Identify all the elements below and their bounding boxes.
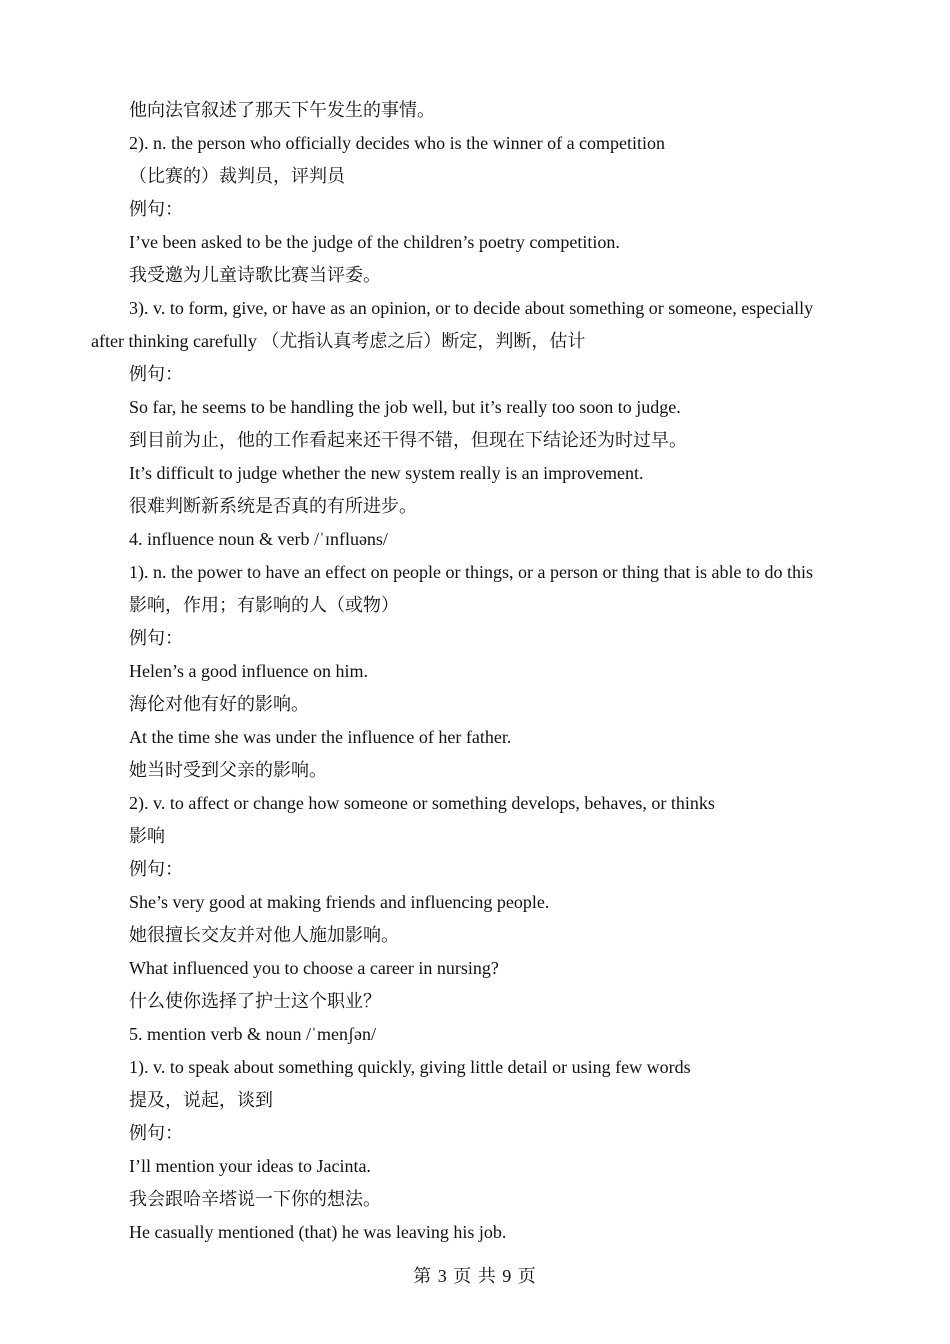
example-sentence: It’s difficult to judge whether the new system really is an improvement. [129,463,644,483]
example-sentence: Helen’s a good influence on him. [129,661,368,681]
example-translation: 很难判断新系统是否真的有所进步。 [129,496,417,516]
entry-headword: 5. mention verb & noun /ˈmenʃən/ [129,1024,376,1044]
definition-line: 3). v. to form, give, or have as an opinion, or to decide about something or someone, especially [129,298,814,318]
example-sentence: I’ll mention your ideas to Jacinta. [129,1156,371,1176]
example-translation: 她很擅长交友并对他人施加影响。 [129,925,399,945]
example-label: 例句： [129,199,183,219]
example-label: 例句： [129,628,183,648]
example-sentence: So far, he seems to be handling the job well, but it’s really too soon to judge. [129,397,681,417]
definition-continuation: after thinking carefully （尤指认真考虑之后）断定，判断，估计 [91,331,586,351]
example-label: 例句： [129,364,183,384]
document-body [91,94,871,1249]
example-sentence: What influenced you to choose a career in nursing? [129,958,499,978]
example-translation: 她当时受到父亲的影响。 [129,760,327,780]
definition-line: 2). v. to affect or change how someone or something develops, behaves, or thinks [129,793,715,813]
definition-line: 2). n. the person who officially decides who is the winner of a competition [129,133,666,153]
definition-line: 1). v. to speak about something quickly, giving little detail or using few words [129,1057,691,1077]
translation-line: 提及，说起，谈到 [129,1090,273,1110]
definition-line: 1). n. the power to have an effect on people or things, or a person or thing that is able to do this [129,562,813,582]
example-translation: 我受邀为儿童诗歌比赛当评委。 [129,265,381,285]
translation-line: 影响，作用；有影响的人（或物） [129,595,399,615]
example-sentence: She’s very good at making friends and influencing people. [129,892,550,912]
example-translation: 什么使你选择了护士这个职业？ [129,991,381,1011]
example-sentence: At the time she was under the influence of her father. [129,727,512,747]
entry-headword: 4. influence noun & verb /ˈɪnfluəns/ [129,529,388,549]
text-line: 他向法官叙述了那天下午发生的事情。 [129,100,435,120]
example-translation: 海伦对他有好的影响。 [129,694,309,714]
example-translation: 我会跟哈辛塔说一下你的想法。 [129,1189,381,1209]
example-sentence: I’ve been asked to be the judge of the children’s poetry competition. [129,232,620,252]
example-translation: 到目前为止，他的工作看起来还干得不错，但现在下结论还为时过早。 [129,430,687,450]
page-number-footer: 第 3 页 共 9 页 [413,1266,537,1286]
translation-line: 影响 [129,826,165,846]
example-label: 例句： [129,1123,183,1143]
example-label: 例句： [129,859,183,879]
translation-line: （比赛的）裁判员，评判员 [129,166,345,186]
example-sentence: He casually mentioned (that) he was leaving his job. [129,1222,507,1242]
